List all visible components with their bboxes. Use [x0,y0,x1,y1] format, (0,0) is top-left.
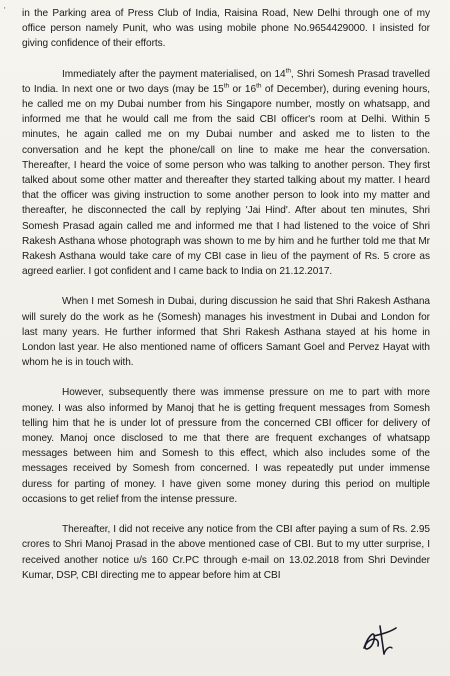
ordinal-suffix: th [256,82,262,90]
paragraph-3-text: When I met Somesh in Dubai, during discussion he said that Shri Rakesh Asthana will surely do the work as he (Somesh) manages his investment in Dubai and London for last many years. He further informed that Shri Rakesh Asthana stayed at his home in London last year. He also mentioned name of officers Samant Goel and Pervez Hayat with whom he is in touch with. [22,296,430,369]
paragraph-2-text-d: of December), during evening hours, he called me on my Dubai number from his Singapore number, mostly on whatsapp, and informed me that he would call me from the said CBI officer's room at Delhi. Within 5 minutes, he again called me on my Dubai number and asked me to listen to the conversation and he kept the phone/call on line to make me hear the conversation. Thereafter, I heard the voice of some person who was talking to another person. They first talked about some other matter and thereafter they started talking about my matter. I heard that the officer was giving instruction to some another person to look into my matter and thereafter, he disconnected the call by replying 'Jai Hind'. After about ten minutes, Shri Somesh Prasad again called me and informed me that I had listened to the voice of Shri Rakesh Asthana whose photograph was shown to me by him and he further told me that Mr Rakesh Asthana would take care of my CBI case in lieu of the payment of Rs. 5 crore as agreed earlier. I got confident and I came back to India on 21.12.2017. [22,83,431,278]
handwritten-signature [354,618,400,662]
paragraph-2-text-c: or 16 [229,83,257,95]
paragraph-5 [22,522,430,583]
ordinal-suffix: th [223,82,230,90]
paragraph-2-text-a: Immediately after the payment materialised, on 14 [62,68,286,80]
paragraph-2 [22,67,430,280]
corner-mark: ' [4,6,6,15]
paragraph-1-text: in the Parking area of Press Club of India, Raisina Road, New Delhi through one of my office person namely Punit, who was using mobile phone No.9654429000. I insisted for giving confidence of their efforts. [22,8,430,50]
paragraph-5-text: Thereafter, I did not receive any notice from the CBI after paying a sum of Rs. 2.95 crores to Shri Manoj Prasad in the above mentioned case of CBI. But to my utter surprise, I received another notice u/s 160 Cr.PC through e-mail on 13.02.2018 from Shri Devinder Kumar, DSP, CBI directing me to appear before him at CBI [22,524,430,581]
ordinal-suffix: th [285,67,291,75]
paragraph-4-text: However, subsequently there was immense pressure on me to part with more money. I was also informed by Manoj that he is getting frequent messages from Somesh telling him that he is under lot of pressure from the concerned CBI officer for delivery of money. Manoj once disclosed to me that there are frequent exchanges of whatsapp messages between him and Somesh to this effect, which also includes some of the messages received by Somesh from concerned. I was repeatedly put under immense duress for parting of money. I have given some money during this period on multiple occasions to get relief from the intense pressure. [22,387,430,505]
paragraph-2-text-b: , Shri Somesh Prasad travelled to India. In next one or two days (may be 15 [22,68,430,95]
paragraph-3 [22,294,430,370]
paragraph-4 [22,385,430,507]
paragraph-1 [22,6,430,52]
